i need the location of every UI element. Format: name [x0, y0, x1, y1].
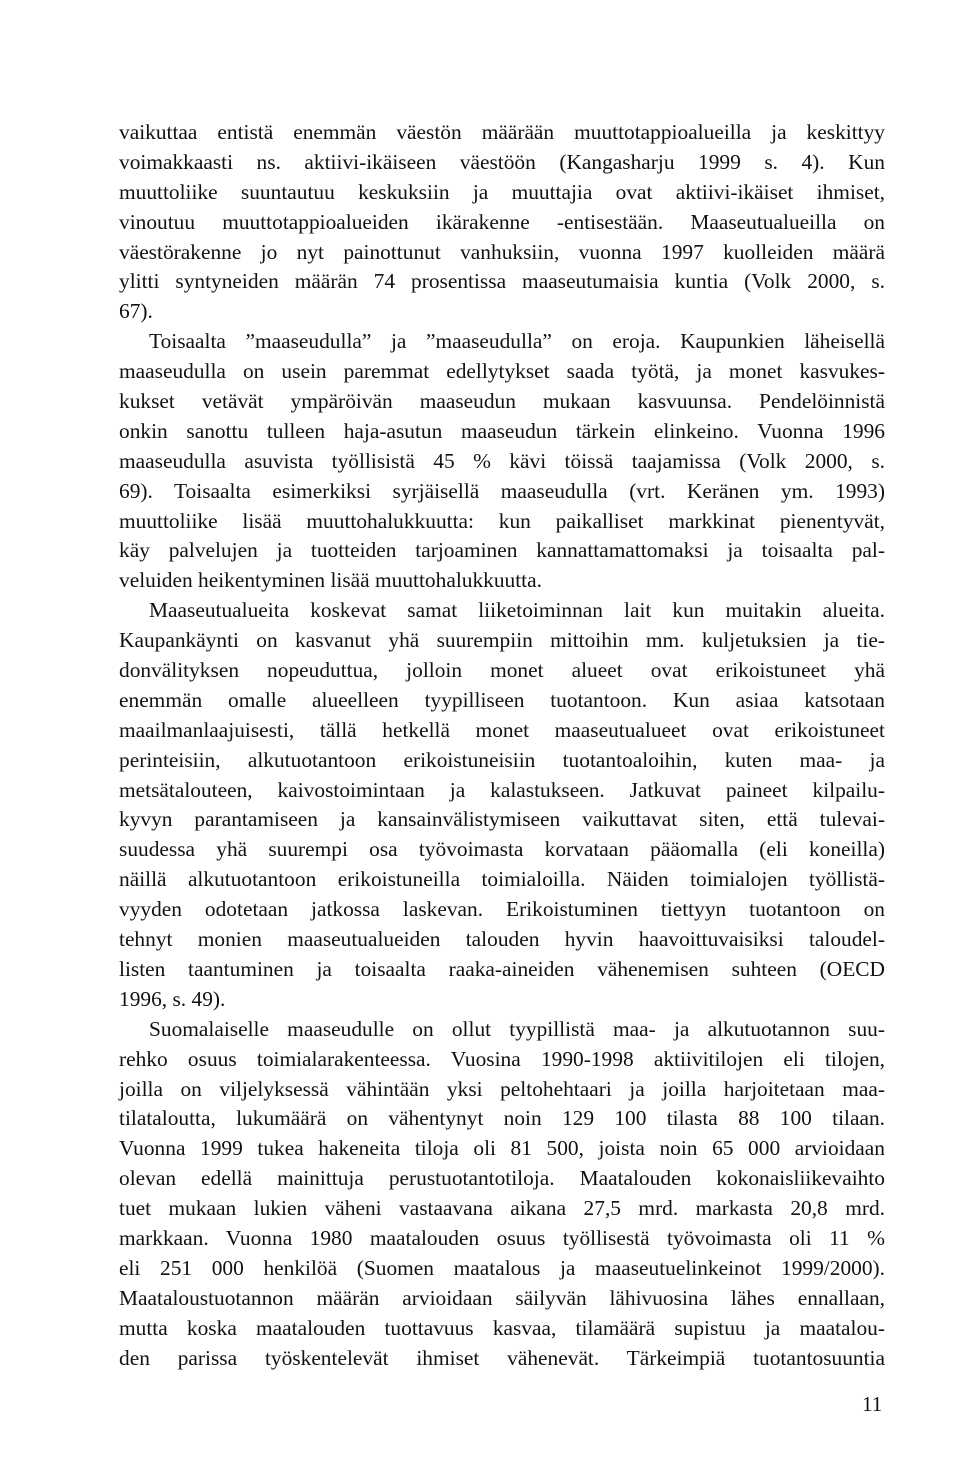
text-line: donvälityksen nopeuduttua, jolloin monet alueet ovat erikoistuneet yhä: [119, 658, 885, 683]
text-line: suudessa yhä suurempi osa työvoimasta korvataan pääomalla (eli koneilla): [119, 837, 885, 862]
body-text: [119, 118, 885, 1373]
text-line: onkin sanottu tulleen haja-asutun maaseudun tärkein elinkeino. Vuonna 1996: [119, 418, 885, 443]
text-line: vyyden odotetaan jatkossa laskevan. Erikoistuminen tiettyyn tuotantoon on: [119, 897, 885, 922]
text-line: Kaupankäynti on kasvanut yhä suurempiin mittoihin mm. kuljetuksien ja tie-: [119, 628, 885, 653]
text-line: perinteisiin, alkutuotantoon erikoistuneisiin tuotantoaloihin, kuten maa- ja: [119, 747, 885, 772]
text-line: 1996, s. 49).: [119, 986, 226, 1011]
text-line: 67).: [119, 299, 153, 324]
text-line: Vuonna 1999 tukea hakeneita tiloja oli 81 500, joista noin 65 000 arvioidaan: [119, 1136, 885, 1161]
text-line: maaseudulla asuvista työllisistä 45 % kävi töissä taajamissa (Volk 2000, s.: [119, 448, 885, 473]
text-line: vaikuttaa entistä enemmän väestön määrään muuttotappioalueilla ja keskittyy: [119, 120, 885, 144]
text-line: enemmän omalle alueelleen tyypilliseen tuotantoon. Kun asiaa katsotaan: [119, 687, 885, 712]
text-line: metsätalouteen, kaivostoimintaan ja kalastukseen. Jatkuvat paineet kilpailu-: [119, 777, 885, 802]
text-line: muuttoliike suuntautuu keskuksiin ja muuttajia ovat aktiivi-ikäiset ihmiset,: [119, 179, 885, 204]
text-line: Maaseutualueita koskevat samat liiketoiminnan lait kun muitakin alueita.: [149, 598, 885, 623]
text-line: tuet mukaan lukien väheni vastaavana aikana 27,5 mrd. markasta 20,8 mrd.: [119, 1196, 885, 1221]
text-line: 69). Toisaalta esimerkiksi syrjäisellä maaseudulla (vrt. Keränen ym. 1993): [119, 478, 885, 503]
text-line: mutta koska maatalouden tuottavuus kasvaa, tilamäärä supistuu ja maatalou-: [119, 1315, 885, 1340]
text-line: ylitti syntyneiden määrän 74 prosentissa maaseutumaisia kuntia (Volk 2000, s.: [119, 269, 885, 294]
text-line: näillä alkutuotantoon erikoistuneilla toimialoilla. Näiden toimialojen työllistä-: [119, 867, 885, 892]
text-line: markkaan. Vuonna 1980 maatalouden osuus työllisestä työvoimasta oli 11 %: [119, 1225, 885, 1250]
text-line: Toisaalta ”maaseudulla” ja ”maaseudulla” on eroja. Kaupunkien läheisellä: [149, 329, 885, 354]
page-number: 11: [862, 1392, 883, 1416]
text-line: veluiden heikentyminen lisää muuttohalukkuutta.: [119, 568, 542, 593]
text-line: Maataloustuotannon määrän arvioidaan säilyvän lähivuosina lähes ennallaan,: [119, 1285, 885, 1310]
text-line: den parissa työskentelevät ihmiset vähenevät. Tärkeimpiä tuotantosuuntia: [119, 1345, 885, 1370]
text-line: voimakkaasti ns. aktiivi-ikäiseen väestöön (Kangasharju 1999 s. 4). Kun: [119, 149, 885, 174]
text-line: väestörakenne jo nyt painottunut vanhuksiin, vuonna 1997 kuolleiden määrä: [119, 239, 885, 264]
text-line: maaseudulla on usein paremmat edellytykset saada työtä, ja monet kasvukes-: [119, 359, 885, 384]
text-line: rehko osuus toimialarakenteessa. Vuosina 1990-1998 aktiivitilojen eli tilojen,: [119, 1046, 885, 1071]
text-line: muuttoliike lisää muuttohalukkuutta: kun paikalliset markkinat pienentyvät,: [119, 508, 885, 533]
text-line: Suomalaiselle maaseudulle on ollut tyypillistä maa- ja alkutuotannon suu-: [149, 1016, 885, 1041]
text-line: kukset vetävät ympäröivän maaseudun mukaan kasvuunsa. Pendelöinnistä: [119, 389, 885, 414]
text-line: tehnyt monien maaseutualueiden talouden hyvin haavoittuvaisiksi taloudel-: [119, 927, 885, 952]
text-line: eli 251 000 henkilöä (Suomen maatalous ja maaseutuelinkeinot 1999/2000).: [119, 1255, 885, 1280]
text-line: kyvyn parantamiseen ja kansainvälistymiseen vaikuttavat siten, että tulevai-: [119, 807, 885, 832]
text-line: vinoutuu muuttotappioalueiden ikärakenne -entisestään. Maaseutualueilla on: [119, 209, 885, 234]
text-line: olevan edellä mainittuja perustuotantotiloja. Maatalouden kokonaisliikevaihto: [119, 1166, 885, 1191]
text-line: tilataloutta, lukumäärä on vähentynyt noin 129 100 tilasta 88 100 tilaan.: [119, 1106, 885, 1131]
text-line: käy palvelujen ja tuotteiden tarjoaminen kannattamattomaksi ja toisaalta pal-: [119, 538, 885, 563]
text-line: maailmanlaajuisesti, tällä hetkellä monet maaseutualueet ovat erikoistuneet: [119, 717, 885, 742]
text-line: joilla on viljelyksessä vähintään yksi peltohehtaari ja joilla harjoitetaan maa-: [119, 1076, 885, 1101]
text-line: listen taantuminen ja toisaalta raaka-aineiden vähenemisen suhteen (OECD: [119, 956, 885, 981]
